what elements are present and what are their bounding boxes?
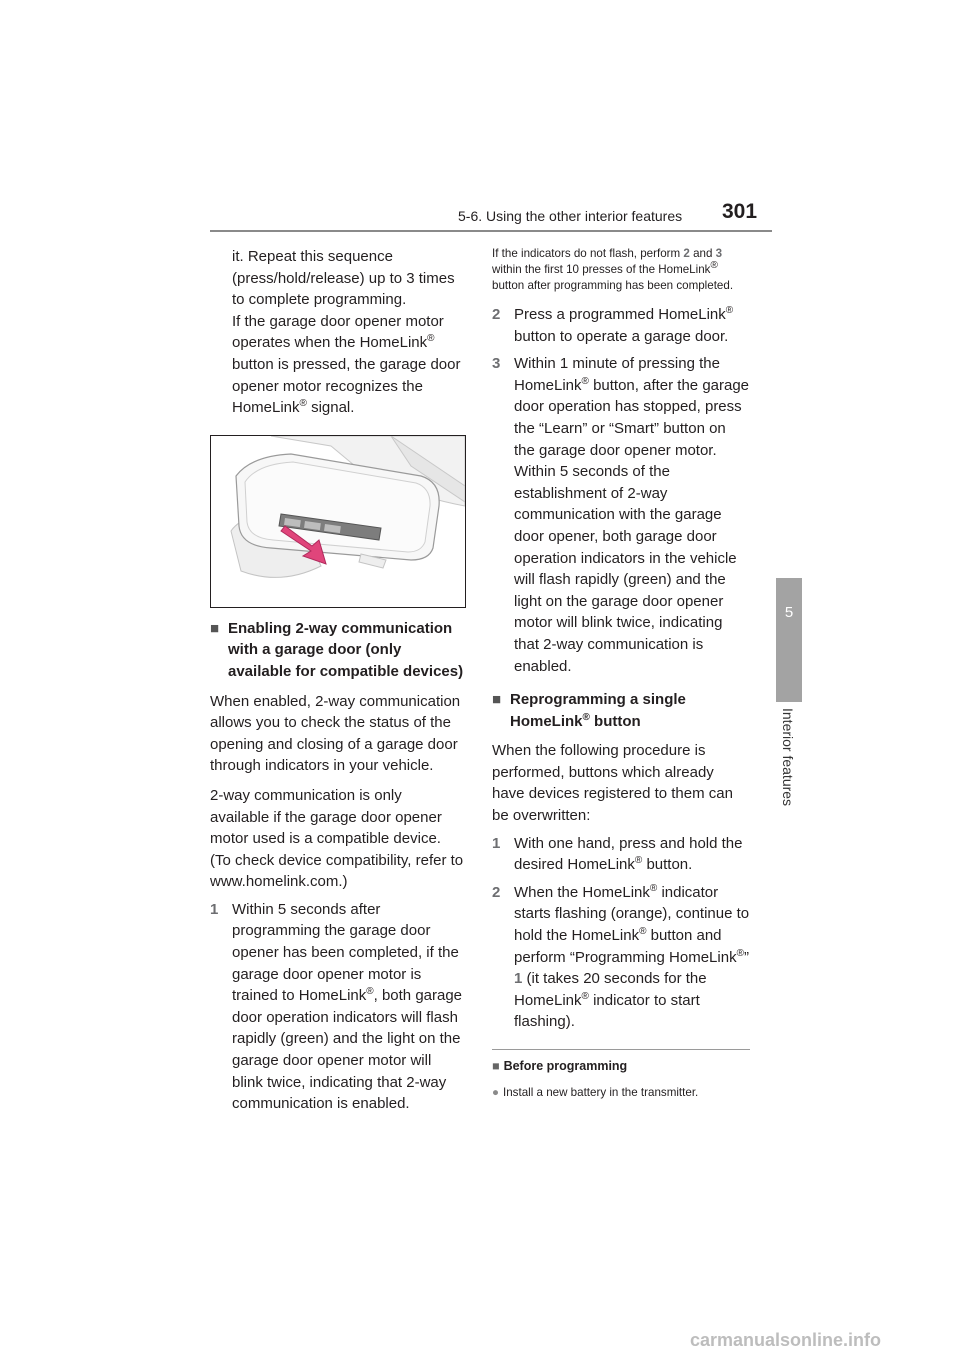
reprogramming-heading: ■ Reprogramming a single HomeLink® button: [492, 689, 750, 732]
chapter-tab: [776, 578, 802, 702]
square-marker: ■: [210, 619, 220, 637]
right-column: [492, 246, 750, 1103]
indicator-note: If the indicators do not flash, perform 2 and 3 within the first 10 presses of the HomeLink® button after programming has been completed.: [492, 247, 734, 292]
step-2: 2 Press a programmed HomeLink® button to operate a garage door.: [492, 304, 750, 347]
step-number: 1: [210, 900, 219, 918]
step-3: 3 Within 1 minute of pressing the HomeLink® button, after the garage door operation has stopped, press the “Learn” or “Smart” button on the garage door opener motor. Within 5 seconds of the establishment of 2-way communication with the garage door opener, both garage door operation indicators in the vehicle will flash rapidly (green) and the light on the garage door opener motor will blink twice, indicating that 2-way communication is enabled.: [492, 353, 750, 677]
watermark: carmanualsonline.info: [690, 1330, 882, 1350]
step-number: 1: [492, 834, 501, 852]
two-way-paragraph-1: When enabled, 2-way communication allows you to check the status of the opening and closing of a garage door through indicators in your vehicle.: [210, 692, 461, 775]
step-number: 3: [492, 355, 501, 373]
reprogramming-paragraph: When the following procedure is performed, buttons which already have devices registered to them can be overwritten:: [492, 742, 733, 825]
header-divider: [210, 230, 772, 232]
chapter-tab-label: Interior features: [780, 708, 796, 807]
mirror-homelink-drawing: [211, 436, 465, 607]
two-way-paragraph-2: 2-way communication is only available if the garage door opener motor used is a compatible device. (To check device compatibility, refer to www.homelink.com.): [210, 786, 464, 891]
page-number: 301: [722, 200, 758, 223]
step-number: 2: [492, 306, 501, 323]
section-title: 5-6. Using the other interior features: [458, 208, 683, 224]
before-programming-item: ● Install a new battery in the transmitter.: [492, 1085, 699, 1099]
step-1: 1 Within 5 seconds after programming the garage door opener has been completed, if the garage door opener motor is trained to HomeLink®, both garage door operation indicators will flash rapidly (green) and the light on the garage door opener motor will blink twice, indicating that 2-way communication is enabled.: [210, 899, 465, 1115]
reprogram-step-2: 2 When the HomeLink® indicator starts flashing (orange), continue to hold the HomeLink® button and perform “Programming HomeLink®” 1 (it takes 20 seconds for the HomeLink® indicator to start flashing).: [492, 882, 750, 1033]
two-way-heading: ■ Enabling 2-way communication with a garage door (only available for compatible devices): [210, 618, 465, 683]
square-marker: ■: [492, 691, 502, 709]
step-number: 2: [492, 883, 501, 901]
notes-divider: [492, 1049, 750, 1050]
continued-text: it. Repeat this sequence (press/hold/release) up to 3 times to complete programming. If the garage door opener motor operates when the HomeLink® button is pressed, the garage door opener motor recognizes the HomeLink® signal.: [232, 248, 461, 417]
left-column: [210, 246, 465, 1115]
reprogram-step-1: 1 With one hand, press and hold the desired HomeLink® button.: [492, 833, 750, 876]
chapter-tab-number: 5: [784, 604, 794, 621]
rearview-mirror-illustration: [210, 435, 466, 608]
before-programming-heading: ■ Before programming: [492, 1059, 628, 1073]
